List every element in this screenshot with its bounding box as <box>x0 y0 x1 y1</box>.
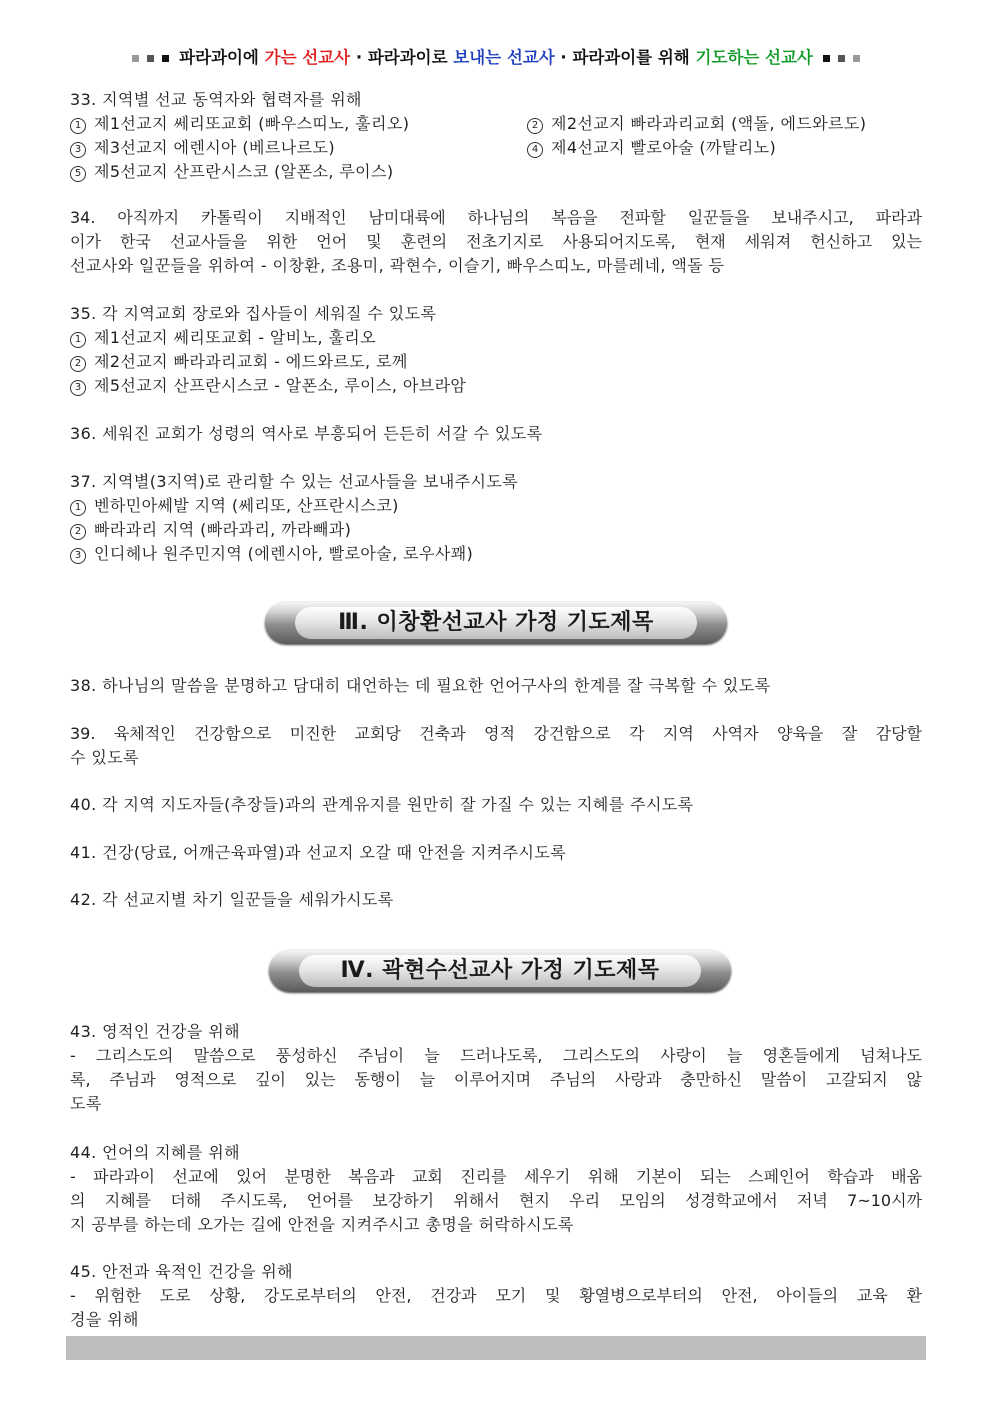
header-part1: 파라과이에 <box>179 48 265 67</box>
item-row <box>70 160 922 184</box>
section-39 <box>70 722 922 770</box>
paragraph-line: 의 지혜를 더해 주시도록, 언어를 보강하기 위해서 현지 우리 모임의 성경학교에서 저녁 7~10시까 <box>70 1191 922 1210</box>
paragraph-line: 록, 주님과 영적으로 깊이 있는 동행이 늘 이루어지며 주님의 사랑과 충만하신 말씀이 고갈되지 않 <box>70 1070 922 1089</box>
section-banner-3 <box>265 602 727 644</box>
section-title: 38. 하나님의 말씀을 분명하고 담대히 대언하는 데 필요한 언어구사의 한계를 잘 극복할 수 있도록 <box>70 676 771 695</box>
black-square-icon <box>162 55 169 62</box>
list-item: 5 제5선교지 산프란시스코 (알폰소, 루이스) <box>70 162 394 181</box>
circled-number: 5 <box>70 166 86 182</box>
circled-number: 1 <box>70 500 86 516</box>
circled-number: 3 <box>70 142 86 158</box>
header-sending: 보내는 선교사 <box>453 48 555 67</box>
circled-number: 3 <box>70 380 86 396</box>
list-item: 2 제2선교지 빠라과리교회 - 에드와르도, 로께 <box>70 350 922 374</box>
section-title: 42. 각 선교지별 차기 일꾼들을 세워가시도록 <box>70 890 394 909</box>
section-40 <box>70 793 922 817</box>
page-header <box>0 44 992 68</box>
section-42 <box>70 888 922 912</box>
circled-number: 2 <box>70 524 86 540</box>
section-title: 41. 건강(당료, 어깨근육파열)과 선교지 오갈 때 안전을 지켜주시도록 <box>70 843 567 862</box>
paragraph-line: 34. 아직까지 카톨릭이 지배적인 남미대륙에 하나님의 복음을 전파할 일꾼들을 보내주시고, 파라과 <box>70 208 922 227</box>
section-44 <box>70 1141 922 1237</box>
banner-title: Ⅲ. 이창환선교사 가정 기도제목 <box>295 607 697 639</box>
footer-bar <box>66 1336 926 1360</box>
list-item: 2 빠라과리 지역 (빠라과리, 까라빼과) <box>70 518 922 542</box>
section-title: 43. 영적인 건강을 위해 <box>70 1022 240 1041</box>
circled-number: 2 <box>527 118 543 134</box>
list-item: 1 벤하민아쎄발 지역 (쎄리또, 산프란시스코) <box>70 494 922 518</box>
header-part5: · 파라과이를 위해 <box>554 48 696 67</box>
section-title: 36. 세워진 교회가 성령의 역사로 부흥되어 든든히 서갈 수 있도록 <box>70 424 543 443</box>
section-title: 40. 각 지역 지도자들(추장들)과의 관계유지를 원만히 잘 가질 수 있는 지혜를 주시도록 <box>70 795 694 814</box>
list-item: 3 제5선교지 산프란시스코 - 알폰소, 루이스, 아브라암 <box>70 374 922 398</box>
item-row <box>70 136 922 160</box>
list-item: 1 제1선교지 쎄리또교회 - 알비노, 훌리오 <box>70 326 922 350</box>
section-45 <box>70 1260 922 1332</box>
item-row <box>70 112 922 136</box>
dark-square-icon <box>838 55 845 62</box>
section-37 <box>70 470 922 566</box>
paragraph-line: - 위험한 도로 상황, 강도로부터의 안전, 건강과 모기 및 황열병으로부터의 안전, 아이들의 교육 환 <box>70 1286 922 1305</box>
list-item: 1 제1선교지 쎄리또교회 (빠우스띠노, 훌리오) <box>70 114 409 133</box>
gray-square-icon <box>132 55 139 62</box>
list-item: 3 제3선교지 에렌시아 (베르나르도) <box>70 138 335 157</box>
circled-number: 4 <box>527 142 543 158</box>
dark-square-icon <box>147 55 154 62</box>
paragraph-line: 39. 육체적인 건강함으로 미진한 교회당 건축과 영적 강건함으로 각 지역 사역자 양육을 잘 감당할 <box>70 724 922 743</box>
paragraph-line: 지 공부를 하는데 오가는 길에 안전을 지켜주시고 총명을 허락하시도록 <box>70 1215 574 1234</box>
section-41 <box>70 841 922 865</box>
section-title: 45. 안전과 육적인 건강을 위해 <box>70 1262 294 1281</box>
circled-number: 3 <box>70 548 86 564</box>
section-35 <box>70 302 922 398</box>
paragraph-line: 경을 위해 <box>70 1310 139 1329</box>
header-part3: · 파라과이로 <box>350 48 454 67</box>
circled-number: 1 <box>70 332 86 348</box>
paragraph-line: 선교사와 일꾼들을 위하여 - 이창환, 조용미, 곽현수, 이슬기, 빠우스띠노, 마를레네, 액돌 등 <box>70 256 725 275</box>
section-43 <box>70 1020 922 1116</box>
list-item: 2 제2선교지 빠라과리교회 (액돌, 에드와르도) <box>527 112 866 136</box>
header-going: 가는 선교사 <box>264 48 351 67</box>
section-title: 33. 지역별 선교 동역자와 협력자를 위해 <box>70 90 362 109</box>
section-title: 35. 각 지역교회 장로와 집사들이 세워질 수 있도록 <box>70 304 437 323</box>
header-praying: 기도하는 선교사 <box>695 48 813 67</box>
circled-number: 1 <box>70 118 86 134</box>
section-title: 44. 언어의 지혜를 위해 <box>70 1143 240 1162</box>
list-item: 3 인디헤나 원주민지역 (에렌시아, 빨로아술, 로우사꽤) <box>70 542 922 566</box>
section-34 <box>70 206 922 278</box>
circled-number: 2 <box>70 356 86 372</box>
paragraph-line: 수 있도록 <box>70 748 139 767</box>
section-title: 37. 지역별(3지역)로 관리할 수 있는 선교사들을 보내주시도록 <box>70 472 519 491</box>
section-banner-4 <box>269 950 731 992</box>
banner-title: Ⅳ. 곽현수선교사 가정 기도제목 <box>299 955 701 987</box>
section-38 <box>70 674 922 698</box>
list-item: 4 제4선교지 빨로아술 (까탈리노) <box>527 136 776 160</box>
paragraph-line: 이가 한국 선교사들을 위한 언어 및 훈련의 전초기지로 사용되어지도록, 현재 세워져 헌신하고 있는 <box>70 232 922 251</box>
paragraph-line: - 파라과이 선교에 있어 분명한 복음과 교회 진리를 세우기 위해 기본이 되는 스페인어 학습과 배움 <box>70 1167 922 1186</box>
paragraph-line: - 그리스도의 말씀으로 풍성하신 주님이 늘 드러나도록, 그리스도의 사랑이 늘 영혼들에게 넘쳐나도 <box>70 1046 922 1065</box>
section-36 <box>70 422 922 446</box>
paragraph-line: 도록 <box>70 1094 102 1113</box>
section-33 <box>70 88 922 184</box>
gray-square-icon <box>853 55 860 62</box>
black-square-icon <box>823 55 830 62</box>
